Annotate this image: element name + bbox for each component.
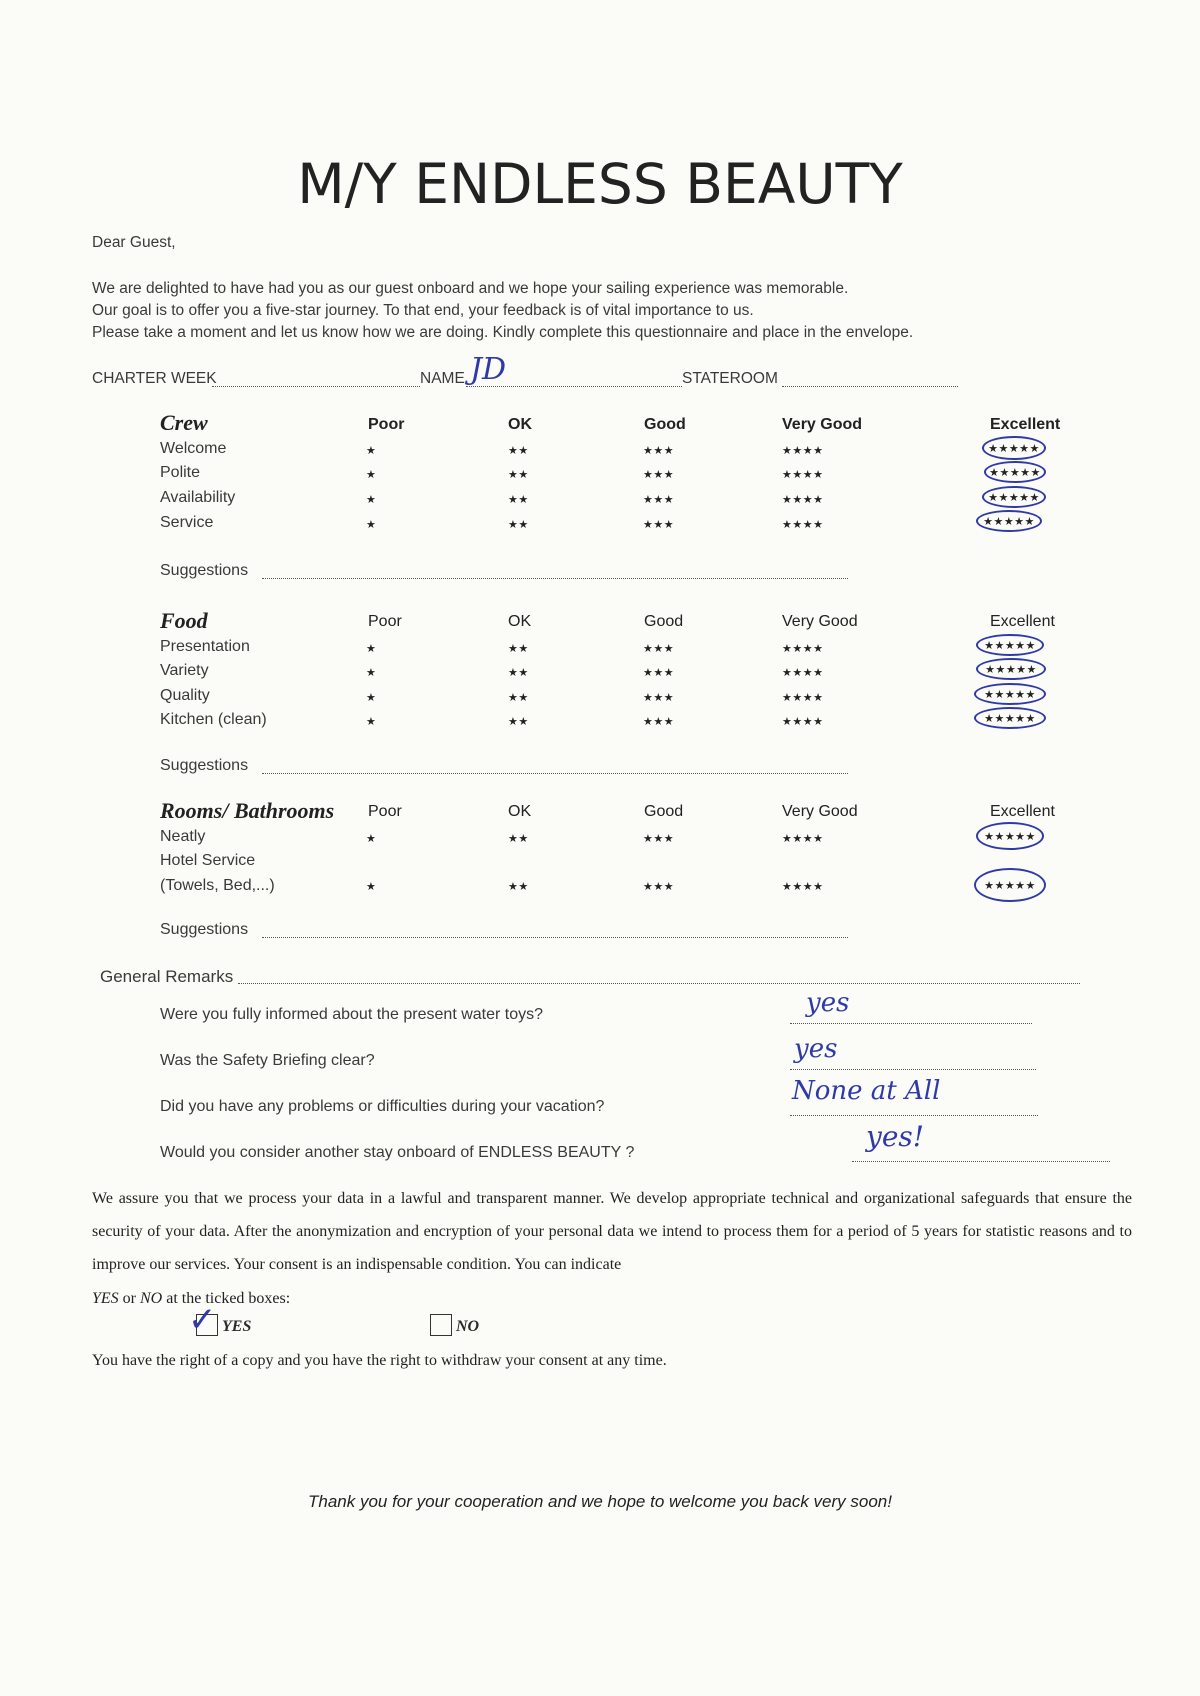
star-very-good[interactable]: ★★★★ (782, 494, 824, 506)
header-ok: OK (508, 613, 532, 630)
salutation: Dear Guest, (92, 234, 176, 251)
header-very-good: Very Good (782, 613, 858, 630)
rating-row-label: Service (160, 514, 214, 531)
suggestions-label: Suggestions (160, 562, 249, 579)
star-good[interactable]: ★★★ (643, 445, 675, 457)
charter-week-field[interactable] (212, 375, 420, 387)
question-text: Did you have any problems or difficulties during your vacation? (160, 1098, 605, 1115)
star-excellent-circled[interactable]: ★★★★★ (976, 658, 1046, 680)
consent-no-checkbox[interactable] (430, 1314, 452, 1336)
star-ok[interactable]: ★★ (508, 881, 529, 893)
stateroom-field[interactable] (782, 375, 958, 387)
star-very-good[interactable]: ★★★★ (782, 445, 824, 457)
star-ok[interactable]: ★★ (508, 833, 529, 845)
star-excellent-circled[interactable]: ★★★★★ (976, 822, 1044, 850)
consent-yes-label: YES (222, 1318, 252, 1335)
rights-text: You have the right of a copy and you have the right to withdraw your consent at any time. (92, 1352, 667, 1369)
star-good[interactable]: ★★★ (643, 643, 675, 655)
suggestions-field[interactable] (262, 926, 848, 938)
rating-row-label: Neatly (160, 828, 206, 845)
header-excellent: Excellent (990, 803, 1055, 820)
answer-text: None at All (792, 1076, 941, 1106)
section-title-rooms: Rooms/ Bathrooms (160, 798, 335, 823)
rating-row-label: Welcome (160, 440, 227, 457)
suggestions-field[interactable] (262, 567, 848, 579)
answer-text: yes (806, 988, 850, 1018)
header-ok: OK (508, 416, 532, 433)
star-ok[interactable]: ★★ (508, 469, 529, 481)
star-excellent-circled[interactable]: ★★★★★ (976, 510, 1042, 532)
star-excellent-circled[interactable]: ★★★★★ (982, 486, 1046, 508)
header-very-good: Very Good (782, 803, 858, 820)
star-good[interactable]: ★★★ (643, 494, 675, 506)
header-poor: Poor (368, 803, 402, 820)
header-good: Good (644, 803, 684, 820)
rating-row-label: Polite (160, 464, 201, 481)
name-value: JD (470, 352, 507, 387)
star-good[interactable]: ★★★ (643, 881, 675, 893)
star-very-good[interactable]: ★★★★ (782, 667, 824, 679)
header-poor: Poor (368, 613, 402, 630)
intro-line: Our goal is to offer you a five-star journey. To that end, your feedback is of vital importance to us. (92, 302, 754, 319)
star-poor[interactable]: ★ (366, 692, 377, 704)
page-title: M/Y ENDLESS BEAUTY (297, 152, 903, 216)
star-poor[interactable]: ★ (366, 833, 377, 845)
consent-no-label: NO (456, 1318, 480, 1335)
star-good[interactable]: ★★★ (643, 667, 675, 679)
star-very-good[interactable]: ★★★★ (782, 692, 824, 704)
star-good[interactable]: ★★★ (643, 716, 675, 728)
section-title-crew: Crew (160, 410, 208, 435)
star-excellent-circled[interactable]: ★★★★★ (974, 707, 1046, 729)
general-remarks-field[interactable] (238, 972, 1080, 984)
star-ok[interactable]: ★★ (508, 494, 529, 506)
header-very-good: Very Good (782, 416, 863, 433)
closing-message: Thank you for your cooperation and we hope to welcome you back very soon! (307, 1492, 892, 1511)
rating-row-label: Variety (160, 662, 209, 679)
question-text: Was the Safety Briefing clear? (160, 1052, 375, 1069)
star-ok[interactable]: ★★ (508, 716, 529, 728)
star-very-good[interactable]: ★★★★ (782, 519, 824, 531)
name-label: NAME (420, 370, 465, 387)
intro-text (92, 278, 913, 344)
header-good: Good (644, 613, 684, 630)
checkmark-icon: ✓ (188, 1300, 217, 1340)
rating-row-label: Availability (160, 489, 236, 506)
answer-text: yes (794, 1034, 838, 1064)
star-poor[interactable]: ★ (366, 469, 377, 481)
header-poor: Poor (368, 416, 405, 433)
star-ok[interactable]: ★★ (508, 692, 529, 704)
star-excellent-circled[interactable]: ★★★★★ (982, 436, 1046, 460)
star-excellent-circled[interactable]: ★★★★★ (974, 868, 1046, 902)
star-excellent-circled[interactable]: ★★★★★ (974, 683, 1046, 705)
suggestions-label: Suggestions (160, 757, 249, 774)
header-good: Good (644, 416, 686, 433)
header-excellent: Excellent (990, 416, 1061, 433)
star-very-good[interactable]: ★★★★ (782, 881, 824, 893)
suggestions-field[interactable] (262, 762, 848, 774)
star-ok[interactable]: ★★ (508, 667, 529, 679)
star-excellent-circled[interactable]: ★★★★★ (976, 634, 1044, 656)
legal-text: We assure you that we process your data in a lawful and transparent manner. We develop appropriate technical and organizational safeguards that ensure the security of your data. After the anonymization and encryption of your personal data we intend to process them for a period of 5 years for statistic reasons and to improve our services. Your consent is an indispensable condition. You can indicate (92, 1190, 1132, 1273)
star-poor[interactable]: ★ (366, 643, 377, 655)
rating-row-label: Presentation (160, 638, 250, 655)
legal-no: NO (140, 1290, 163, 1307)
section-title-food: Food (160, 608, 208, 633)
star-good[interactable]: ★★★ (643, 833, 675, 845)
star-very-good[interactable]: ★★★★ (782, 833, 824, 845)
legal-rest: at the ticked boxes: (162, 1290, 291, 1307)
rating-row-label: Quality (160, 687, 210, 704)
star-poor[interactable]: ★ (366, 667, 377, 679)
legal-yes: YES (92, 1290, 119, 1307)
suggestions-label: Suggestions (160, 921, 249, 938)
star-poor[interactable]: ★ (366, 445, 377, 457)
star-good[interactable]: ★★★ (643, 692, 675, 704)
star-poor[interactable]: ★ (366, 716, 377, 728)
header-excellent: Excellent (990, 613, 1055, 630)
star-good[interactable]: ★★★ (643, 469, 675, 481)
question-text: Were you fully informed about the present water toys? (160, 1006, 544, 1023)
general-remarks-label: General Remarks (100, 967, 234, 986)
charter-week-label: CHARTER WEEK (92, 370, 217, 387)
star-very-good[interactable]: ★★★★ (782, 643, 824, 655)
legal-or: or (118, 1290, 140, 1307)
star-ok[interactable]: ★★ (508, 519, 529, 531)
rating-row-label: (Towels, Bed,...) (160, 877, 275, 894)
star-ok[interactable]: ★★ (508, 445, 529, 457)
header-ok: OK (508, 803, 532, 820)
rating-row-label: Hotel Service (160, 852, 256, 869)
star-very-good[interactable]: ★★★★ (782, 469, 824, 481)
rating-row-label: Kitchen (clean) (160, 711, 267, 728)
star-excellent-circled[interactable]: ★★★★★ (984, 461, 1046, 483)
legal-paragraph (92, 1182, 1132, 1281)
intro-line: We are delighted to have had you as our guest onboard and we hope your sailing experience was memorable. (92, 280, 849, 297)
star-good[interactable]: ★★★ (643, 519, 675, 531)
question-text: Would you consider another stay onboard of ENDLESS BEAUTY ? (160, 1144, 635, 1161)
intro-line: Please take a moment and let us know how we are doing. Kindly complete this questionnaire and place in the envelope. (92, 324, 914, 341)
star-poor[interactable]: ★ (366, 519, 377, 531)
star-ok[interactable]: ★★ (508, 643, 529, 655)
answer-text: yes! (866, 1120, 925, 1153)
star-poor[interactable]: ★ (366, 881, 377, 893)
stateroom-label: STATEROOM (682, 370, 778, 387)
star-very-good[interactable]: ★★★★ (782, 716, 824, 728)
star-poor[interactable]: ★ (366, 494, 377, 506)
